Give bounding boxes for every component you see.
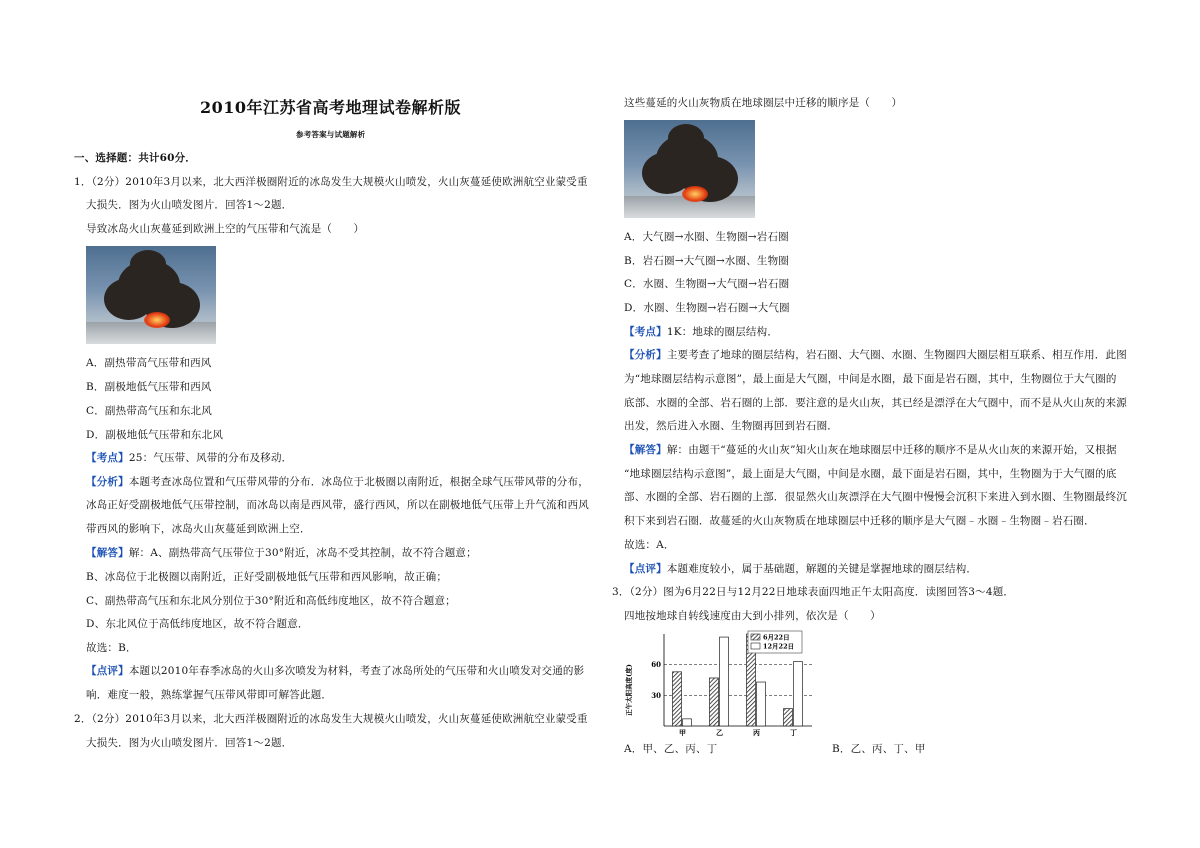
q1-jieda-line1 — [86, 548, 477, 559]
q2-jieda-line4: 积下来到岩石圈．故蔓延的火山灰物质在地球圈层中迁移的顺序是大气圈﹣水圈﹣生物圈﹣岩石圈． — [624, 515, 1095, 527]
noon-sun-altitude-chart — [624, 628, 824, 738]
dianping-tag: 【点评】 — [624, 563, 667, 575]
q2-fenxi-line2: 为“地球圈层结构示意图”，最上面是大气圈，中间是水圈，最下面是岩石圈，其中，生物圈位于大气圈的 — [624, 373, 1117, 385]
kaodian-text: 25：气压带、风带的分布及移动． — [128, 452, 293, 464]
q1-option-d: D．副极地低气压带和东北风 — [86, 429, 224, 441]
left-column — [66, 0, 606, 848]
q2-fenxi-line3: 底部、水圈的全部、岩石圈的上部．要注意的是火山灰，其已经是漂浮在大气圈中，而不是从火山灰的来源 — [624, 397, 1127, 409]
q2-option-c: C．水圈、生物圈→大气圈→岩石圈 — [624, 278, 790, 290]
kaodian-text: 1K：地球的圈层结构． — [666, 326, 779, 338]
q1-fenxi-line3: 带西风的影响下，冰岛火山灰蔓延到欧洲上空． — [86, 523, 311, 535]
volcano-eruption-photo — [86, 246, 216, 344]
bar-jun22-0 — [673, 672, 682, 726]
fenxi-tag: 【分析】 — [86, 476, 129, 488]
q1-answer: 故选：B． — [86, 642, 137, 654]
x-category-label-0: 甲 — [679, 728, 686, 737]
q2-kaodian — [624, 327, 778, 338]
q2-intro-line1: 2．（2分）2010年3月以来，北大西洋极圈附近的冰岛发生大规模火山喷发，火山灰蔓延使欧洲航空业蒙受重 — [74, 713, 588, 725]
q1-option-b: B．副极地低气压带和西风 — [86, 381, 212, 393]
q2-stem: 这些蔓延的火山灰物质在地球圈层中迁移的顺序是（ ） — [624, 97, 903, 109]
page-subtitle: 参考答案与试题解析 — [296, 130, 366, 139]
q1-jieda-line3: C、副热带高气压和东北风分别位于30°附近和高低纬度地区，故不符合题意； — [86, 595, 456, 607]
right-column — [610, 0, 1150, 848]
q2-fenxi-line4: 出发，然后进入水圈、生物圈再回到岩石圈． — [624, 420, 838, 432]
q1-intro-line2: 大损失．图为火山喷发图片．回答1～2题． — [86, 199, 293, 211]
q2-option-b: B．岩石圈→大气圈→水圈、生物圈 — [624, 255, 790, 267]
chart-gridlines — [664, 665, 812, 696]
fenxi-tag: 【分析】 — [624, 349, 667, 361]
q1-dianping-line1 — [86, 666, 584, 677]
bar-jun22-3 — [784, 709, 793, 726]
dianping-tag: 【点评】 — [86, 665, 129, 677]
q1-intro-line1: 1．（2分）2010年3月以来，北大西洋极圈附近的冰岛发生大规模火山喷发，火山灰蔓延使欧洲航空业蒙受重 — [74, 176, 588, 188]
bar-jun22-1 — [710, 678, 719, 726]
chart-x-labels — [679, 728, 797, 737]
bar-dec22-3 — [794, 662, 803, 726]
q3-intro: 3．（2分）图为6月22日与12月22日地球表面四地正午太阳高度．读图回答3～4题． — [612, 586, 1015, 598]
q1-dianping-line2: 响．难度一般，熟练掌握气压带风带即可解答此题． — [86, 689, 333, 701]
fenxi-text: 本题考查冰岛位置和气压带风带的分布．冰岛位于北极圈以南附近，根据全球气压带风带的分布， — [128, 476, 589, 488]
q1-fenxi-line2: 冰岛正好受副极地低气压带控制，而冰岛以南是西风带，盛行西风，所以在副极地低气压带上升气流和西风 — [86, 499, 589, 511]
x-category-label-2: 丙 — [753, 728, 760, 737]
jieda-text: 解：A、副热带高气压带位于30°附近，冰岛不受其控制，故不符合题意； — [128, 547, 477, 559]
jieda-tag: 【解答】 — [624, 444, 667, 456]
q2-option-d: D．水圈、生物圈→岩石圈→大气圈 — [624, 302, 790, 314]
page-title: 2010年江苏省高考地理试卷解析版 — [200, 98, 462, 117]
chart-legend — [748, 631, 802, 653]
chart-y-labels — [651, 660, 661, 700]
q1-option-c: C．副热带高气压和东北风 — [86, 405, 212, 417]
q1-option-a: A．副热带高气压带和西风 — [86, 357, 212, 369]
jieda-text: 解：由题干“蔓延的火山灰”知火山灰在地球圈层中迁移的顺序不是从火山灰的来源开始，又根据 — [666, 444, 1117, 456]
legend-label-jun: 6月22日 — [763, 633, 790, 642]
legend-swatch-jun — [751, 634, 760, 640]
q2-jieda-line3: 部、水圈的全部、岩石圈的上部．很显然火山灰漂浮在大气圈中慢慢会沉积下来进入到水圈、生物圈最终沉 — [624, 491, 1127, 503]
fenxi-text: 主要考查了地球的圈层结构，岩石圈、大气圈、水圈、生物圈四大圈层相互联系、相互作用．此图 — [666, 349, 1127, 361]
bar-dec22-2 — [757, 682, 766, 726]
q1-fenxi-line1 — [86, 477, 589, 488]
q1-kaodian — [86, 453, 292, 464]
kaodian-tag: 【考点】 — [86, 452, 129, 464]
chart-ylabel: 正午太阳高度(度) — [625, 664, 633, 716]
dianping-text: 本题以2010年春季冰岛的火山多次喷发为材料，考查了冰岛所处的气压带和火山喷发对交通的影 — [128, 665, 585, 677]
x-category-label-3: 丁 — [790, 728, 797, 737]
dianping-text: 本题难度较小，属于基础题，解题的关键是掌握地球的圈层结构． — [666, 563, 978, 575]
q1-jieda-line2: B、冰岛位于北极圈以南附近，正好受副极地低气压带和西风影响，故正确； — [86, 571, 448, 583]
bar-dec22-1 — [720, 637, 729, 726]
q1-jieda-line4: D、东北风位于高低纬度地区，故不符合题意． — [86, 618, 309, 630]
volcano-eruption-photo-2 — [624, 120, 755, 218]
legend-swatch-dec — [751, 643, 760, 649]
q3-option-b: B．乙、丙、丁、甲 — [832, 743, 926, 755]
bar-dec22-0 — [683, 719, 692, 726]
q3-option-a: A．甲、乙、丙、丁 — [624, 743, 718, 755]
jieda-tag: 【解答】 — [86, 547, 129, 559]
q2-option-a: A．大气圈→水圈、生物圈→岩石圈 — [624, 231, 789, 243]
q2-intro-line2: 大损失．图为火山喷发图片．回答1～2题． — [86, 737, 293, 749]
q2-dianping — [624, 564, 977, 575]
section-heading: 一、选择题：共计60分． — [74, 152, 197, 164]
legend-label-dec: 12月22日 — [763, 642, 795, 651]
q2-jieda-line1 — [624, 445, 1117, 456]
kaodian-tag: 【考点】 — [624, 326, 667, 338]
q2-jieda-line2: “地球圈层结构示意图”，最上面是大气圈，中间是水圈，最下面是岩石圈，其中，生物圈为于大气圈的底 — [624, 468, 1117, 480]
y-tick-label-30: 30 — [651, 690, 661, 700]
q2-answer: 故选：A． — [624, 539, 675, 551]
y-tick-label-60: 60 — [651, 660, 661, 670]
x-category-label-1: 乙 — [716, 728, 723, 737]
q1-stem: 导致冰岛火山灰蔓延到欧洲上空的气压带和气流是（ ） — [86, 223, 365, 235]
q2-fenxi-line1 — [624, 350, 1127, 361]
q3-stem: 四地按地球自转线速度由大到小排列，依次是（ ） — [624, 610, 881, 622]
